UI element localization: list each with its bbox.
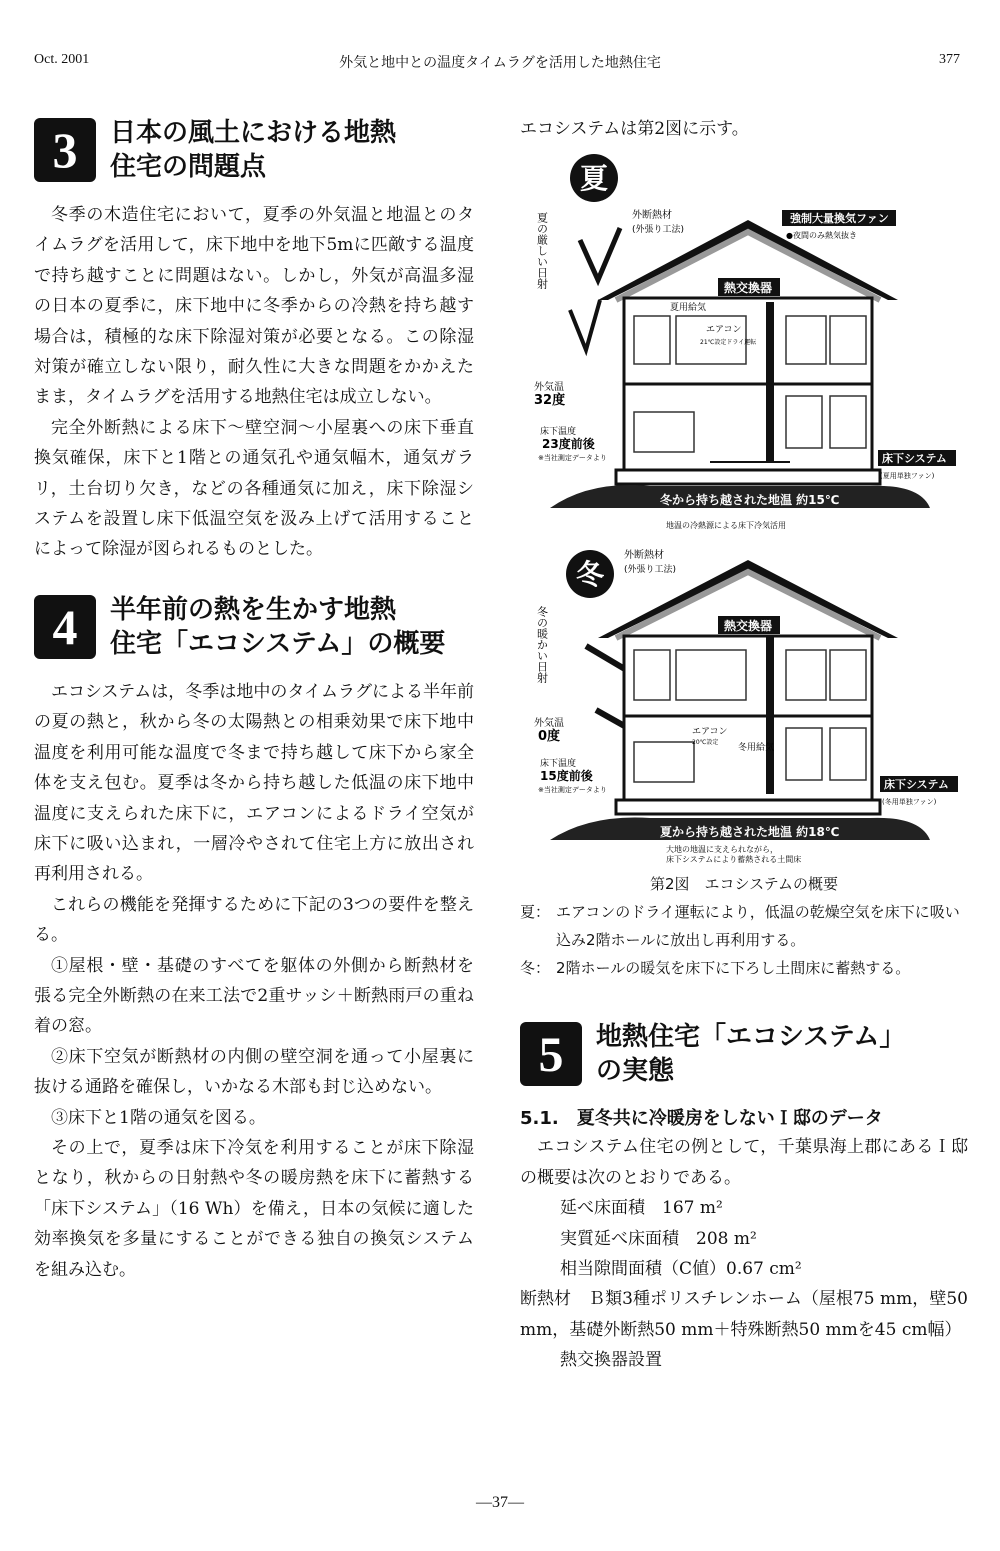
summer-floor-note: ※当社測定データより bbox=[538, 454, 607, 463]
section-4-heading bbox=[34, 595, 474, 659]
page-number: 377 bbox=[939, 52, 960, 67]
spec-line: 熱交換器設置 bbox=[560, 1350, 662, 1371]
summer-aircon-sub: 21℃設定ドライ運転 bbox=[700, 339, 757, 347]
summer-insulation-sub: (外張り工法) bbox=[632, 225, 685, 236]
summer-fan: 強制大量換気ファン bbox=[790, 212, 889, 226]
winter-badge-text: 冬 bbox=[575, 558, 605, 592]
winter-sun-label: 冬の暖かい日射 bbox=[535, 606, 549, 684]
paragraph: ③床下と1階の通気を図る。 bbox=[51, 1107, 266, 1128]
spec-line: 実質延べ床面積 208 m² bbox=[560, 1228, 757, 1249]
subsection-title: 5.1. 夏冬共に冷暖房をしないＩ邸のデータ bbox=[520, 1108, 883, 1130]
section-title: 地熱住宅「エコシステム」 の実態 bbox=[596, 1022, 906, 1087]
spec-line: 相当隙間面積（C値）0.67 cm² bbox=[560, 1259, 802, 1280]
summer-sun-label: 夏の厳しい日射 bbox=[535, 212, 549, 290]
summer-supply: 夏用給気 bbox=[670, 303, 707, 314]
winter-ground-note-2: 床下システムにより蓄熱される土間床 bbox=[666, 855, 802, 865]
summer-outside-value: 32度 bbox=[534, 393, 566, 409]
paragraph: 冬季の木造住宅において，夏季の外気温と地温とのタイムラグを活用して，床下地中を地下5mに匹敵する温度で持ち越すことに問題はない。しかし，外気が高温多湿の日本の夏季に，床下地中に冬季からの冷熱を持ち越す場合は，積極的な床下除湿対策が必要となる。この除湿対策が確立しない限り，耐久性に大きな問題をかかえたまま，タイムラグを活用する地熱住宅は成立しない。 bbox=[34, 205, 474, 408]
winter-system-sub: (冬用単独ファン) bbox=[882, 798, 937, 807]
winter-exchanger: 熱交換器 bbox=[724, 619, 773, 634]
summer-system-sub: (夏用単独ファン) bbox=[880, 472, 935, 481]
section-number: 3 bbox=[34, 118, 96, 182]
paragraph: 完全外断熱による床下～壁空洞～小屋裏への床下垂直換気確保，床下と1階との通気孔や通気幅木，通気ガラリ，土台切り欠き，などの各種通気に加え，床下除湿システムを設置し床下低温空気を汲み上げて活用することによって除湿が図られるものとした。 bbox=[34, 417, 474, 560]
winter-ground-label: 夏から持ち越された地温 約18℃ bbox=[660, 825, 840, 840]
page-footer: —37— bbox=[476, 1494, 524, 1511]
section-title: 半年前の熱を生かす地熱 住宅「エコシステム」の概要 bbox=[110, 594, 446, 659]
winter-aircon-sub: 20℃設定 bbox=[692, 739, 719, 747]
paragraph: エコシステムは，冬季は地中のタイムラグによる半年前の夏の熱と，秋から冬の太陽熱との相乗効果で床下地中温度を利用可能な温度で冬まで持ち越して床下から家全体を支え包む。夏季は冬から持ち越した低温の床下地中温度に支えられた床下に，エアコンによるドライ空気が床下に吸い込まれ，一層冷やされて住宅上方に放出され再利用される。 bbox=[34, 681, 474, 885]
winter-diagram bbox=[534, 548, 958, 864]
winter-outside-label: 外気温 bbox=[534, 718, 564, 730]
left-column bbox=[34, 118, 474, 1285]
winter-floor-value: 15度前後 bbox=[540, 769, 593, 784]
figure-2 bbox=[520, 150, 968, 864]
paragraph: ②床下空気が断熱材の内側の壁空洞を通って小屋裏に抜ける通路を確保し，いかなる木部も封じ込めない。 bbox=[34, 1046, 474, 1098]
summer-ground-note: 地温の冷熱源による床下冷気活用 bbox=[666, 521, 786, 531]
caption-summer: 夏： エアコンのドライ運転により，低温の乾燥空気を床下に吸い込み2階ホールに放出し再利用する。 bbox=[520, 903, 960, 950]
paragraph: ①屋根・壁・基礎のすべてを躯体の外側から断熱材を張る完全外断熱の在来工法で2重サッシ＋断熱雨戸の重ね着の窓。 bbox=[34, 955, 474, 1037]
running-title: 外気と地中との温度タイムラグを活用した地熱住宅 bbox=[339, 55, 661, 71]
spec-line: 断熱材 Ｂ類3種ポリスチレンホーム（屋根75 mm，壁50 mm，基礎外断熱50 mm＋特殊断熱50 mmを45 cm幅） bbox=[520, 1289, 968, 1340]
winter-outside-value: 0度 bbox=[538, 729, 561, 745]
section-title: 日本の風土における地熱 住宅の問題点 bbox=[110, 118, 397, 182]
winter-insulation-sub: (外張り工法) bbox=[624, 565, 677, 576]
paragraph: これらの機能を発揮するために下記の3つの要件を整える。 bbox=[34, 894, 474, 946]
paragraph: エコシステムは第2図に示す。 bbox=[520, 119, 749, 139]
winter-floor-label: 床下温度 bbox=[540, 759, 577, 770]
summer-aircon: エアコン bbox=[706, 325, 742, 336]
section-3-heading bbox=[34, 118, 474, 182]
winter-system: 床下システム bbox=[884, 778, 949, 792]
section-number: 5 bbox=[520, 1022, 582, 1086]
summer-ground-label: 冬から持ち越された地温 約15℃ bbox=[660, 493, 840, 508]
journal-date: Oct. 2001 bbox=[34, 52, 90, 67]
winter-supply: 冬用給気 bbox=[738, 743, 775, 754]
caption-winter: 冬： 2階ホールの暖気を床下に下ろし土間床に蓄熱する。 bbox=[520, 959, 911, 978]
summer-exchanger: 熱交換器 bbox=[724, 281, 773, 296]
sun-ray bbox=[580, 228, 620, 280]
section-number: 4 bbox=[34, 595, 96, 659]
summer-insulation: 外断熱材 bbox=[632, 210, 672, 222]
paragraph: エコシステム住宅の例として，千葉県海上郡にあるＩ邸の概要は次のとおりである。 bbox=[520, 1137, 968, 1188]
summer-diagram bbox=[534, 154, 956, 530]
winter-ground-note-1: 大地の地温に支えられながら， bbox=[666, 845, 778, 855]
caption-title: 第2図 エコシステムの概要 bbox=[649, 875, 839, 894]
summer-floor-label: 床下温度 bbox=[540, 427, 577, 438]
winter-insulation: 外断熱材 bbox=[624, 550, 664, 562]
paragraph: その上で，夏季は床下冷気を利用することが床下除湿となり，秋からの日射熱や冬の暖房熱を床下に蓄熱する「床下システム」（16 Wh）を備え，日本の気候に適した効率換気を多量にすることができる独自の換気システムを組み込む。 bbox=[34, 1137, 474, 1280]
summer-fan-sub: ●夜間のみ熱気抜き bbox=[786, 231, 857, 241]
sun-ray bbox=[570, 300, 600, 350]
house-walls bbox=[624, 636, 872, 800]
winter-aircon: エアコン bbox=[692, 727, 728, 738]
figure-caption bbox=[520, 870, 968, 982]
winter-floor-note: ※当社測定データより bbox=[538, 786, 607, 795]
summer-badge-text: 夏 bbox=[579, 162, 609, 196]
summer-outside-label: 外気温 bbox=[534, 382, 564, 394]
spec-line: 延べ床面積 167 m² bbox=[560, 1198, 723, 1219]
right-column bbox=[520, 118, 968, 1376]
section-5-heading bbox=[520, 1022, 968, 1086]
summer-system: 床下システム bbox=[882, 452, 947, 466]
summer-floor-value: 23度前後 bbox=[542, 437, 595, 452]
eco-system-diagram bbox=[520, 150, 968, 864]
